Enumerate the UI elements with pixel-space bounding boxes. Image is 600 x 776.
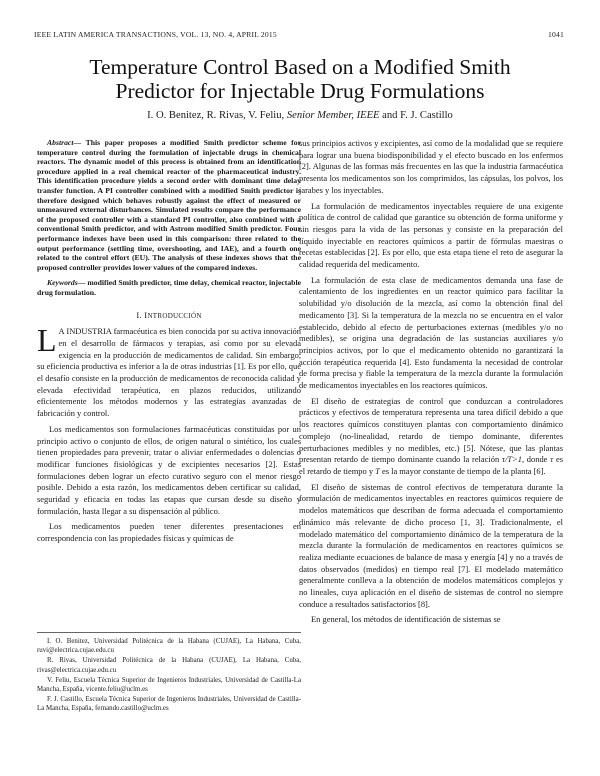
abstract	[37, 138, 301, 272]
intro-paragraph-3: Los medicamentos pueden tener diferentes presentaciones en correspondencia con las propiedades físicas y químicas de	[37, 521, 301, 544]
intro-paragraph-2: Los medicamentos son formulaciones farmacéuticas constituidas por un principio activo o conjunto de ellos, de origen natural o sintético, los cuales tienen propiedades para prevenir, tratar o aliviar enfermedades o dolencias o modificar funciones fisiológicas y de excipientes necesarios [2]. Estas formulaciones deben lograr un efecto curativo seguro con el menor riesgo posible. Debido a esta razón, los medicamentos deben certificar su calidad, seguridad y eficacia en todas las etapas que cursan desde su diseño y formulación, hasta llegar a su dispensación al público.	[37, 423, 301, 516]
left-column	[37, 138, 301, 549]
keywords	[37, 278, 301, 297]
title-line-2: Predictor for Injectable Drug Formulations	[115, 78, 485, 103]
authors-pre: I. O. Benitez, R. Rivas, V. Feliu,	[147, 110, 285, 121]
authors-post: and F. J. Castillo	[382, 110, 453, 121]
drop-cap: L	[37, 322, 57, 359]
author-footnotes	[37, 632, 301, 715]
title-line-1: Temperature Control Based on a Modified Smith	[89, 55, 511, 79]
p4-part-c: es el retardo de tiempo y	[299, 454, 564, 476]
paper-title	[40, 56, 560, 103]
journal-header: IEEE LATIN AMERICA TRANSACTIONS, VOL. 13, NO. 4, APRIL 2015	[34, 30, 277, 39]
keywords-dash: —	[77, 278, 88, 288]
section-title: NTRODUCCIÓN	[147, 311, 202, 320]
author-membership: Senior Member, IEEE	[286, 110, 380, 121]
right-paragraph-5: El diseño de sistemas de control efectivos de temperatura durante la formulación de medicamentos inyectables en reactores químicos requiere de modelos matemáticos que describan de forma adecuada el comportamiento dinámico más relevante de dicho proceso [1, 3]. Tradicionalmente, el modelado matemático del comportamiento dinámico de la temperatura de la mezcla durante la formulación de medicamentos en reactores químicos se realiza mediante ecuaciones de balance de masa y energía [4] y no a través de datos observados (medidos) en tiempo real [7]. El modelado matemático generalmente conlleva a la obtención de modelos matemáticos complejos y no lineales, cuya aplicación en el diseño de sistemas de control no siempre conduce a resultados satisfactorios [8].	[299, 481, 563, 609]
footnote-castillo: F. J. Castillo, Escuela Técnica Superior de Ingenieros Industriales, Universidad de Castilla-La Mancha, España, fernando.castillo@uclm.es	[37, 696, 301, 713]
abstract-dash: —	[73, 138, 86, 147]
intro-paragraph-1-text: A INDUSTRIA farmacéutica es bien conocida por su activa innovación en el desarrollo de fármacos y terapias, así como por su elevada exigencia en la producción de medicamentos de calidad. Sin embargo, su eficiencia productiva es inferior a la de otras industrias [1]. Es por ello, que el desafío consiste en la producción de medicamentos de reconocida calidad y elevada efectividad terapéutica, en plazos reducidos, utilizando eficientemente los métodos modernos y las estrategias avanzadas de fabricación y control.	[37, 326, 301, 419]
footnote-rivas: R. Rivas, Universidad Politécnica de la Habana (CUJAE), La Habana, Cuba, rivas@electrica.cujae.edu.cu	[37, 657, 301, 674]
right-column	[299, 138, 563, 630]
footnote-benitez: I. O. Benitez, Universidad Politécnica de la Habana (CUJAE), La Habana, Cuba, ruvi@electrica.cujae.edu.cu	[37, 638, 301, 655]
abstract-text: This paper proposes a modified Smith predictor scheme for temperature control during the formulation of injectable drugs in chemical reactors. The dynamic model of this process is obtained from an identification procedure applied in a real chemical reactor of the pharmaceutical industry. This identification procedure yields a second order with dominant time delay transfer function. A PI controller combined with a modified Smith predictor is therefore designed which behaves robustly against the effect of measured or unmeasured external disturbances. Simulated results compare the performance of the proposed controller with a standard PI controller, also combined with a conventional Smith predictor, and with Astrom modified Smith predictor. Four performance indexes have been used in this comparison: three related to the output performance (settling time, overshooting, and IAE), and a fourth one related to the control effort (EU). The analysis of these indexes shows that the proposed controller provides lower values of the compared indexes.	[37, 138, 301, 272]
running-header	[34, 30, 564, 42]
right-paragraph-3: La formulación de esta clase de medicamentos demanda una fase de calentamiento de los ingredientes en un reactor químico para facilitar la solubilidad y/o disolución de la mezcla, así como la obtención final del medicamento [3]. Si la temperatura de la mezcla no se encuentra en el valor establecido, debido al efecto de perturbaciones externas (medibles y/o no medibles), se origina una degradación de las sustancias auxiliares y/o principios activos, por lo que el medicamento obtenido no garantizará la acción terapéutica requerida [4]. Esto fundamenta la necesidad de controlar de forma precisa y fiable la temperatura de la mezcla durante la formulación de medicamentos inyectables en los reactores químicos.	[299, 274, 563, 391]
section-numeral: I. I	[136, 309, 148, 320]
right-paragraph-6: En general, los métodos de identificación de sistemas se	[311, 614, 501, 625]
intro-paragraph-1	[37, 322, 301, 420]
right-paragraph-2: La formulación de medicamentos inyectables requiere de una exigente política de control de calidad que garantice su obtención de forma uniforme y sin riesgos para la vida de las personas y consiste en la preparación del líquido inyectable en reactores químicos a partir de fórmulas maestras o recetas establecidas [2]. Es por ello, que esta etapa tiene el reto de asegurar la calidad requerida del medicamento.	[299, 200, 563, 270]
right-paragraph-4	[299, 396, 563, 478]
p4-part-d: es la mayor constante de tiempo de la planta [6].	[379, 465, 546, 476]
right-paragraph-1: sus principios activos y excipientes, así como de la modalidad que se requiere para lograr una buena biodisponibilidad y el efecto buscado en los enfermos [2]. Algunas de las formas más frecuentes en las que la industria farmacéutica presenta los medicamentos son los comprimidos, las cápsulas, los polvos, los jarabes y los inyectables.	[299, 138, 563, 195]
page-number: 1041	[548, 30, 564, 39]
abstract-lead: Abstract	[47, 138, 74, 147]
time-constant-symbol: T	[375, 465, 380, 476]
footnote-feliu: V. Feliu, Escuela Técnica Superior de Ingenieros Industriales, Universidad de Castilla-La Mancha, España, vicente.feliu@uclm.es	[37, 676, 301, 694]
p4-part-b: , donde	[521, 454, 551, 465]
keywords-lead: Keywords	[47, 278, 78, 288]
author-list	[40, 110, 560, 121]
section-heading-introduction	[37, 310, 301, 323]
tau-symbol: τ	[550, 454, 554, 465]
p4-part-a: El diseño de estrategias de control que conduzcan a controladores prácticos y efectivos de temperatura representa una tarea difícil debido a que los reactores químicos constituyen plantas con comportamiento dinámico complejo (no-linealidad, retardo de tiempo dominante, diferentes perturbaciones medibles y no medibles, etc.) [5]. Nótese, que las plantas presentan retardo de tiempo dominante cuando la relación	[299, 395, 563, 465]
delay-ratio-math: τ/T>1	[501, 454, 522, 465]
keywords-text: modified Smith predictor, time delay, chemical reactor, injectable drug formulation.	[37, 278, 301, 297]
